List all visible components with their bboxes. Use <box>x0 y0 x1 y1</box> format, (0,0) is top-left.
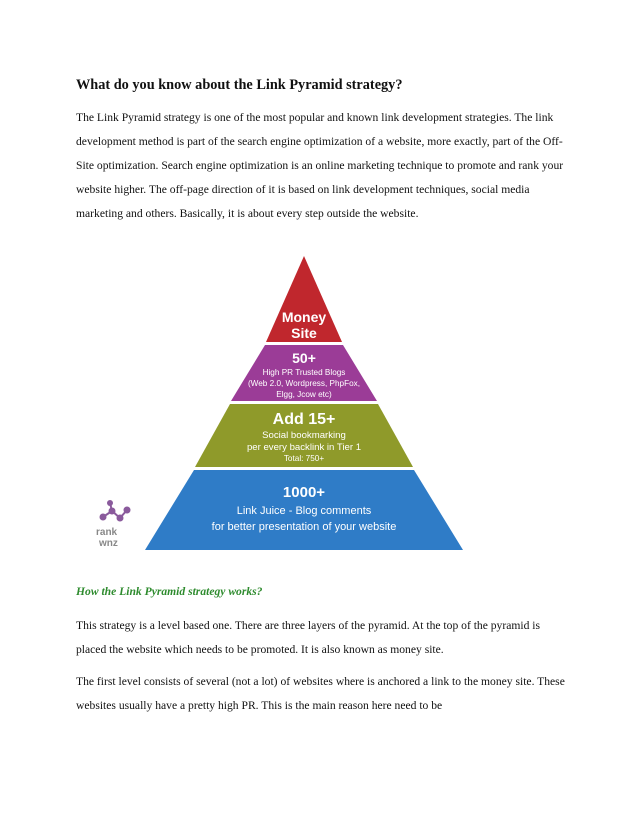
tier2-line4: Elgg, Jcow etc) <box>276 390 332 399</box>
tier4-line2: Link Juice - Blog comments <box>236 505 372 517</box>
rankwnz-logo <box>96 500 131 549</box>
tier3-line4: Total: 750+ <box>283 454 325 463</box>
tier3-line2: Social bookmarking <box>262 430 346 441</box>
tier4-line1: 1000+ <box>282 484 326 501</box>
tier2-line2: High PR Trusted Blogs <box>262 368 346 377</box>
tier3-line1: Add 15+ <box>272 411 336 428</box>
tier3-line3: per every backlink in Tier 1 <box>246 442 362 453</box>
link-pyramid-diagram <box>90 248 480 558</box>
logo-text-wnz: wnz <box>99 538 118 549</box>
tier2-line1: 50+ <box>292 350 316 366</box>
section-heading: What do you know about the Link Pyramid strategy? <box>76 77 403 93</box>
tier2-line3: (Web 2.0, Wordpress, PhpFox, <box>247 379 361 388</box>
logo-text-rank: rank <box>96 527 118 538</box>
paragraph-levels: This strategy is a level based one. There are three layers of the pyramid. At the top of the pyramid is placed the website which needs to be promoted. It is also known as money site. <box>76 619 541 656</box>
how-it-works-heading: How the Link Pyramid strategy works? <box>76 585 263 598</box>
tier1-line2: Site <box>291 325 317 341</box>
tier4-line3: for better presentation of your website <box>211 521 397 533</box>
tier1-line1: Money <box>281 309 327 325</box>
paragraph-first-level: The first level consists of several (not a lot) of websites where is anchored a link to the money site. These websites usually have a pretty high PR. This is the main reason here need to be <box>76 675 565 712</box>
link-pyramid-figure <box>90 248 480 558</box>
intro-paragraph: The Link Pyramid strategy is one of the most popular and known link development strategies. The link development method is part of the search engine optimization of a website, more exactly, part of the Off-Site optimization. Search engine optimization is an online marketing technique to promote and rank your website higher. The off-page direction of it is based on link development techniques, social media marketing and others. Basically, it is about every step outside the website. <box>76 111 564 220</box>
